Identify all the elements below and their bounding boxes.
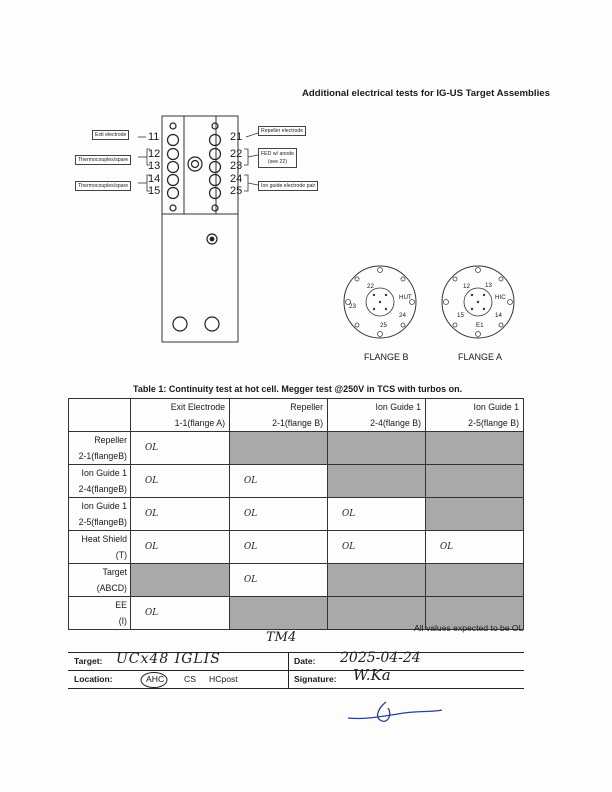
signature-label: Signature:	[294, 674, 337, 684]
flange-a-pin-hic: HIC	[495, 294, 506, 301]
cell-3-1: OL	[230, 531, 328, 564]
flange-b-pin-hut: HUT	[399, 294, 412, 301]
cell-1-1: OL	[230, 465, 328, 498]
location-option-ahc[interactable]: AHC	[146, 674, 165, 684]
cell-0-2	[328, 432, 426, 465]
flange-b-pin-23: 23	[349, 303, 356, 310]
pin-24: 24	[230, 173, 243, 185]
cell-2-1: OL	[230, 498, 328, 531]
table-caption: Table 1: Continuity test at hot cell. Megger test @250V in TCS with turbos on.	[133, 384, 463, 394]
col-header-3: Ion Guide 1 2-5(flange B)	[426, 399, 524, 432]
cell-4-3	[426, 564, 524, 597]
flange-b-label: FLANGE B	[364, 352, 409, 362]
cell-5-2	[328, 597, 426, 630]
pin-11: 11	[148, 131, 160, 143]
form-row-1	[68, 650, 524, 670]
col-header-2: Ion Guide 1 2-4(flange B)	[328, 399, 426, 432]
pin-21: 21	[230, 131, 243, 143]
pin-25: 25	[230, 185, 243, 197]
flange-a-pin-12: 12	[463, 283, 470, 290]
flange-a-pin-15: 15	[457, 312, 464, 319]
pin-23: 23	[230, 160, 243, 172]
signoff-form	[68, 652, 524, 689]
cell-4-0	[131, 564, 230, 597]
row-header-0: Repeller 2-1(flangeB)	[69, 432, 131, 465]
cell-0-1	[230, 432, 328, 465]
date-value: 2025-04-24	[340, 650, 421, 666]
cell-1-2	[328, 465, 426, 498]
col-header-0: Exit Electrode 1-1(flange A)	[131, 399, 230, 432]
pin-12: 12	[148, 148, 161, 160]
cell-1-3	[426, 465, 524, 498]
row-header-4: Target (ABCD)	[69, 564, 131, 597]
date-label: Date:	[294, 656, 316, 666]
cell-4-2	[328, 564, 426, 597]
table-row	[69, 432, 524, 465]
cell-0-0: OL	[131, 432, 230, 465]
expected-values-note: All values expected to be OL	[414, 623, 524, 633]
target-label: Target:	[74, 656, 103, 666]
row-header-2: Ion Guide 1 2-5(flangeB)	[69, 498, 131, 531]
location-option-cs[interactable]: CS	[184, 674, 196, 684]
location-label: Location:	[74, 674, 113, 684]
cell-2-0: OL	[131, 498, 230, 531]
label-fed-anode: FED w/ anode (see 22)	[258, 148, 297, 168]
table-corner-cell	[69, 399, 131, 432]
label-exit-electrode: Exit electrode	[92, 130, 129, 140]
row-header-5: EE (I)	[69, 597, 131, 630]
flange-b-pin-24: 24	[399, 312, 406, 319]
flange-a-pin-e1: E1	[476, 322, 484, 329]
cell-5-1	[230, 597, 328, 630]
pin-leader-lines	[138, 128, 258, 198]
witness-initials-mark	[344, 698, 444, 726]
cell-3-2: OL	[328, 531, 426, 564]
label-ion-guide-pair: Ion guide electrode pair	[258, 181, 318, 191]
label-thermocouple-2: Thermocouples/spare	[75, 181, 131, 191]
location-option-hcpost[interactable]: HCpost	[209, 674, 238, 684]
cell-5-0: OL	[131, 597, 230, 630]
handwritten-tm-note: TM4	[266, 630, 297, 645]
row-header-1: Ion Guide 1 2-4(flangeB)	[69, 465, 131, 498]
flange-b-pin-25: 25	[380, 322, 387, 329]
pin-22: 22	[230, 148, 243, 160]
col-header-1: Repeller 2-1(flange B)	[230, 399, 328, 432]
signature-value: W.Ka	[353, 666, 391, 684]
flange-a-pin-13: 13	[485, 282, 492, 289]
target-value: UCx48 IGLIS	[116, 651, 221, 667]
cell-1-0: OL	[131, 465, 230, 498]
table-row	[69, 465, 524, 498]
label-repeller-electrode: Repeller electrode	[258, 126, 306, 136]
cell-3-0: OL	[131, 531, 230, 564]
cell-4-1: OL	[230, 564, 328, 597]
location-selected-circle	[139, 671, 169, 689]
table-row	[69, 564, 524, 597]
cell-2-2: OL	[328, 498, 426, 531]
table-header-row	[69, 399, 524, 432]
continuity-table	[68, 398, 524, 630]
flange-a-label: FLANGE A	[458, 352, 503, 362]
flange-b-pin-22: 22	[367, 283, 374, 290]
flange-a-drawing	[438, 262, 518, 350]
table-row	[69, 531, 524, 564]
cell-2-3	[426, 498, 524, 531]
pin-14: 14	[148, 173, 161, 185]
pin-15: 15	[148, 185, 161, 197]
label-thermocouple-1: Thermocouples/spare	[75, 155, 131, 165]
pin-13: 13	[148, 160, 161, 172]
row-header-3: Heat Shield (T)	[69, 531, 131, 564]
flange-a-pin-14: 14	[495, 312, 502, 319]
page-title: Additional electrical tests for IG-US Target Assemblies	[302, 88, 550, 99]
table-row	[69, 498, 524, 531]
cell-3-3: OL	[426, 531, 524, 564]
cell-0-3	[426, 432, 524, 465]
form-row-2	[68, 666, 524, 688]
